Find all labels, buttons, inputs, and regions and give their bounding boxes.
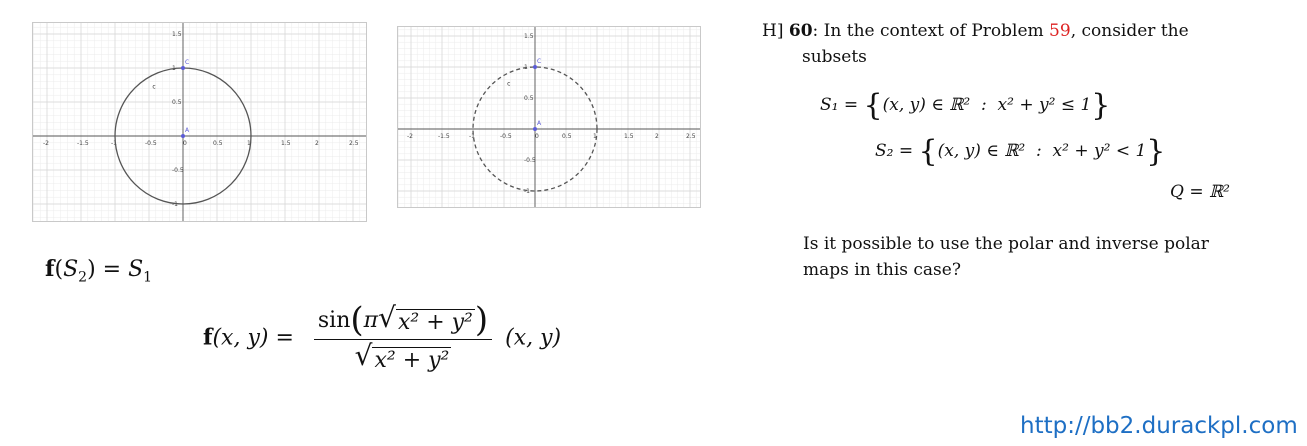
set-s2-definition: [875, 134, 1166, 169]
point-c-label: C: [537, 58, 542, 65]
y-tick-label: 1.5: [172, 31, 182, 38]
set-s1-definition: [820, 88, 1111, 123]
subscript: 2: [78, 269, 88, 286]
x-tick-label: -1: [469, 133, 475, 140]
problem-statement: [762, 18, 1262, 70]
circle-graph-dashed: [397, 26, 701, 208]
x-tick-label: -0.5: [500, 133, 512, 140]
curve-label: c: [507, 80, 511, 88]
point-a-label: A: [185, 127, 190, 134]
sqrt-sign: √: [354, 339, 373, 372]
equation-f-definition: [203, 300, 562, 373]
equation-f-s2-equals-s1: [45, 256, 152, 285]
x-tick-label: 2.5: [686, 133, 696, 140]
point-a: [181, 134, 185, 138]
point-c: [181, 66, 185, 70]
sqrt-sign: √: [378, 301, 396, 334]
problem-number: 60: [788, 21, 813, 41]
x-tick-label: 0.5: [213, 140, 223, 147]
brace-close: }: [1146, 134, 1166, 169]
circle-graph-solid: [32, 22, 367, 222]
x-tick-label: 0: [535, 133, 539, 140]
x-tick-label: 2: [655, 133, 659, 140]
x-tick-label: -1.5: [438, 133, 450, 140]
set-body: (x, y) ∈ ℝ² : x² + y² ≤ 1: [882, 95, 1092, 115]
equals-sign: =: [268, 325, 301, 351]
y-tick-label: 1: [172, 65, 176, 72]
sqrt-denominator: [354, 339, 452, 373]
pi-symbol: π: [363, 308, 379, 333]
point-a-label: A: [537, 120, 542, 127]
function-args: (x, y): [212, 325, 269, 351]
big-paren-open: (: [350, 300, 364, 340]
sqrt-numerator: [378, 301, 475, 335]
y-tick-label: 1: [524, 64, 528, 71]
point-c: [533, 65, 537, 69]
set-lhs: S₂ =: [875, 141, 919, 161]
set-q-definition: Q = ℝ²: [1170, 182, 1230, 202]
set-body: (x, y) ∈ ℝ² : x² + y² < 1: [937, 141, 1147, 161]
fraction-denominator: [355, 340, 452, 373]
radicand: x² + y²: [374, 348, 450, 373]
x-tick-label: -0.5: [145, 140, 157, 147]
y-tick-label: 1.5: [524, 33, 534, 40]
problem-text: : In the context of Problem: [812, 21, 1050, 41]
problem-reference-link[interactable]: 59: [1049, 21, 1071, 41]
point-c-label: C: [185, 59, 190, 66]
x-tick-label: 1: [593, 133, 597, 140]
problem-text: , consider the: [1070, 21, 1189, 41]
set-lhs: S₁ =: [820, 95, 864, 115]
equals-sign: =: [95, 257, 129, 282]
point-a: [533, 127, 537, 131]
paren: (: [54, 257, 64, 282]
y-tick-label: 0.5: [524, 95, 534, 102]
graph-canvas: [33, 23, 366, 221]
problem-text: subsets: [802, 47, 867, 67]
x-tick-label: 2: [315, 140, 319, 147]
x-tick-label: -1.5: [77, 140, 89, 147]
problem-heading: [762, 18, 1262, 70]
x-tick-label: 1.5: [624, 133, 634, 140]
y-tick-label: -0.5: [172, 167, 184, 174]
question-text: Is it possible to use the polar and inverse polar maps in this case?: [803, 234, 1209, 280]
footer-url-link[interactable]: http://bb2.durackpl.com: [1020, 413, 1298, 439]
y-tick-label: -0.5: [524, 157, 536, 164]
brace-open: {: [863, 88, 883, 123]
radicand: x² + y²: [397, 310, 473, 335]
f-symbol: f: [45, 256, 55, 282]
set-symbol: S: [63, 257, 79, 282]
x-tick-label: 0.5: [562, 133, 572, 140]
x-tick-label: 0: [183, 140, 187, 147]
x-tick-label: -1: [111, 140, 117, 147]
x-tick-label: 1: [247, 140, 251, 147]
f-symbol: f: [203, 324, 213, 351]
curve-label: c: [152, 83, 156, 91]
fraction: [314, 300, 492, 373]
brace-close: }: [1091, 88, 1111, 123]
graph-canvas: [398, 27, 700, 207]
x-tick-label: 1.5: [281, 140, 291, 147]
subscript: 1: [143, 269, 153, 286]
y-tick-label: 0.5: [172, 99, 182, 106]
fraction-numerator: [314, 300, 492, 340]
x-tick-label: -2: [407, 133, 413, 140]
brace-open: {: [918, 134, 938, 169]
y-tick-label: -1: [172, 201, 178, 208]
set-symbol: S: [128, 257, 144, 282]
big-paren-close: ): [474, 300, 489, 340]
paren: ): [87, 257, 96, 282]
problem-prefix: H]: [762, 21, 789, 41]
function-args: (x, y): [505, 325, 562, 351]
sin-function: sin: [317, 308, 351, 333]
x-tick-label: -2: [43, 140, 49, 147]
y-tick-label: -1: [524, 188, 530, 195]
x-tick-label: 2.5: [349, 140, 359, 147]
